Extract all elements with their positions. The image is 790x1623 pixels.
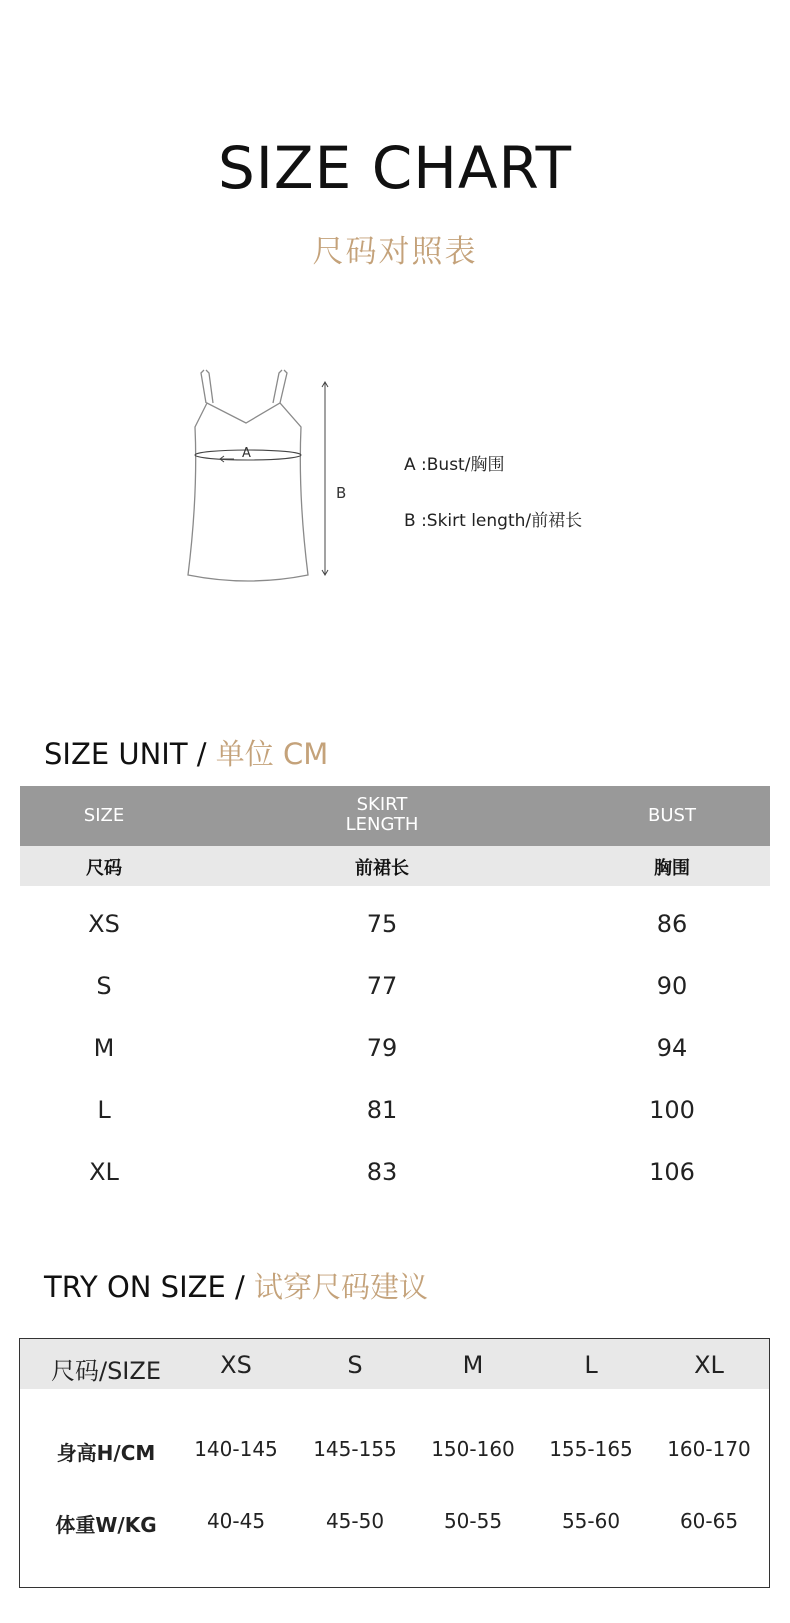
size-row-value: 83 — [366, 1158, 398, 1186]
size-col-header-0: SIZE — [83, 805, 125, 826]
try-on-col-header: M — [462, 1351, 484, 1379]
length-arrow — [322, 382, 328, 575]
size-col-subheader-0: 尺码 — [86, 858, 122, 879]
try-on-row-value: 160-170 — [667, 1437, 751, 1461]
try-on-row-value: 150-160 — [431, 1437, 515, 1461]
size-row-value: 75 — [366, 910, 398, 938]
size-row-label: M — [93, 1034, 115, 1062]
size-row-value: 81 — [366, 1096, 398, 1124]
try-on-col-header: XL — [694, 1351, 724, 1379]
size-unit-heading-accent: 单位 CM — [215, 737, 329, 771]
label-b: B — [336, 484, 347, 502]
legend-skirt-length: B :Skirt length/前裙长 — [404, 511, 583, 531]
try-on-heading-text: TRY ON SIZE / — [44, 1270, 255, 1304]
try-on-row-label: 体重W/KG — [55, 1513, 157, 1537]
size-row-label: S — [96, 972, 112, 1000]
try-on-col-header: L — [584, 1351, 598, 1379]
size-row-label: XS — [88, 910, 120, 938]
try-on-col-header: S — [347, 1351, 363, 1379]
size-row-value: 100 — [649, 1096, 695, 1124]
size-col-subheader-1: 前裙长 — [355, 858, 409, 879]
try-on-row-value: 155-165 — [549, 1437, 633, 1461]
size-row-value: 77 — [366, 972, 398, 1000]
try-on-row-label: 身高H/CM — [56, 1441, 156, 1465]
size-unit-heading-text: SIZE UNIT / — [44, 737, 216, 771]
try-on-row-value: 50-55 — [443, 1509, 503, 1533]
size-col-header-1 — [346, 795, 419, 835]
try-on-row-value: 140-145 — [194, 1437, 278, 1461]
try-on-row-value: 45-50 — [325, 1509, 385, 1533]
try-on-row-value: 145-155 — [313, 1437, 397, 1461]
try-on-col-header: XS — [220, 1351, 252, 1379]
try-on-row-value: 55-60 — [561, 1509, 621, 1533]
legend-bust: A :Bust/胸围 — [404, 455, 505, 475]
try-on-col-header: 尺码/SIZE — [50, 1357, 162, 1385]
size-row-value: 106 — [649, 1158, 695, 1186]
try-on-heading — [44, 1265, 428, 1306]
size-col-header-line2: LENGTH — [345, 814, 419, 835]
label-a: A — [242, 446, 251, 461]
garment-diagram — [176, 365, 356, 595]
size-row-label: L — [97, 1096, 111, 1124]
size-row-value: 94 — [656, 1034, 688, 1062]
try-on-row-value: 60-65 — [679, 1509, 739, 1533]
size-col-header-2: BUST — [648, 805, 696, 826]
bust-arrow — [220, 456, 234, 462]
size-col-subheader-2: 胸围 — [654, 858, 690, 879]
size-row-value: 86 — [656, 910, 688, 938]
size-row-label: XL — [89, 1158, 119, 1186]
try-on-table — [19, 1338, 770, 1588]
try-on-heading-accent: 试穿尺码建议 — [254, 1270, 429, 1304]
size-unit-heading — [44, 732, 328, 773]
try-on-row-value: 40-45 — [206, 1509, 266, 1533]
page-subtitle: 尺码对照表 — [312, 234, 478, 270]
size-col-header-line1: SKIRT — [356, 794, 408, 815]
size-row-value: 79 — [366, 1034, 398, 1062]
page-title: SIZE CHART — [217, 134, 573, 202]
camisole-outline — [188, 370, 308, 581]
size-row-value: 90 — [656, 972, 688, 1000]
